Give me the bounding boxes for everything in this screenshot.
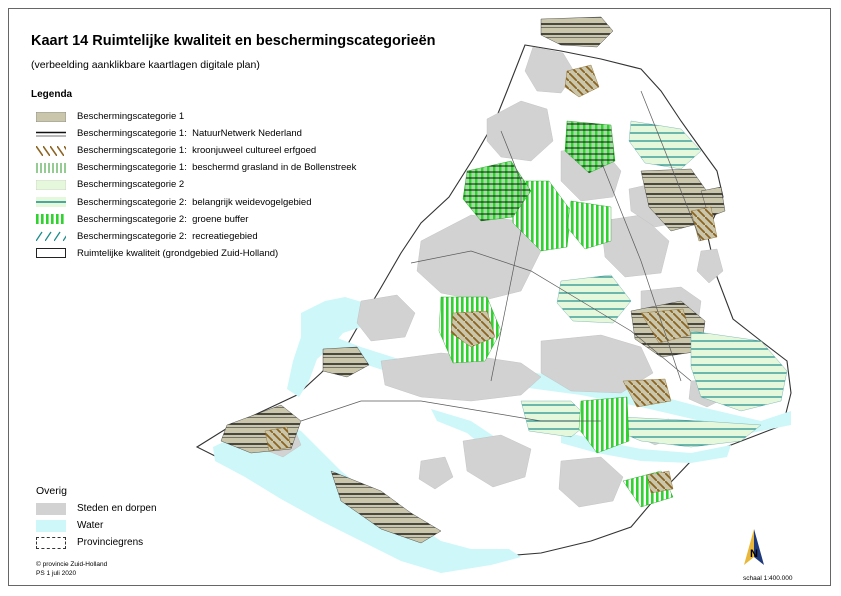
legend-item-recreatiegebied [36,228,356,245]
solid-khaki-swatch-icon [36,112,66,122]
north-arrow-letter: N [750,548,758,560]
teal-diagonal-dash-swatch-icon [36,231,66,241]
legend-heading: Legenda [31,89,73,100]
north-arrow-icon [743,527,765,572]
legend-item-ruimtelijke-kwaliteit [36,245,356,262]
legend-label: Steden en dorpen [77,503,157,514]
legend [36,108,356,262]
map-title: Kaart 14 Ruimtelijke kwaliteit en beschermingscategorieën [31,33,436,49]
legend-label: Ruimtelijke kwaliteit (grondgebied Zuid-Holland) [77,247,279,259]
provinciegrens-swatch-icon [36,537,66,549]
legend-item-natuurnetwerk [36,125,356,142]
water-swatch-icon [36,520,66,532]
legend-item-category1 [36,108,356,125]
legend-label: Beschermingscategorie 1: kroonjuweel cultureel erfgoed [77,145,317,157]
legend-item-grasland-bollenstreek [36,159,356,176]
legend-label: Water [77,520,104,531]
map-subtitle: (verbeelding aanklikbare kaartlagen digitale plan) [31,59,260,71]
green-vertical-thick-swatch-icon [36,214,66,224]
credit-date: PS 1 juli 2020 [36,570,77,577]
legend-item-provinciegrens [36,534,157,551]
legend-item-steden-en-dorpen [36,500,157,517]
legend-label: Provinciegrens [77,537,144,548]
scale-label: schaal 1:400.000 [743,575,793,582]
brown-diagonal-dash-swatch-icon [36,146,66,156]
legend-item-kroonjuweel [36,142,356,159]
legend-item-water [36,517,157,534]
legend-label: Beschermingscategorie 1: beschermd grasland in de Bollenstreek [77,162,357,174]
legend-label: Beschermingscategorie 2: groene buffer [77,213,249,225]
overig-heading: Overig [36,485,67,497]
legend-item-groene-buffer [36,211,356,228]
green-vertical-thin-swatch-icon [36,163,66,173]
solid-pale-green-swatch-icon [36,180,66,190]
legend-label: Beschermingscategorie 2 [77,179,185,191]
map-frame [8,8,831,586]
white-outline-swatch-icon [36,248,66,258]
legend-label: Beschermingscategorie 1: NatuurNetwerk Nederland [77,128,302,140]
legend-label: Beschermingscategorie 1 [77,111,185,123]
legend-item-weidevogelgebied [36,193,356,210]
overig-legend [36,500,157,551]
teal-horizontal-line-swatch-icon [36,197,66,207]
legend-item-category2 [36,176,356,193]
legend-label: Beschermingscategorie 2: belangrijk weidevogelgebied [77,196,312,208]
credit-copyright: © provincie Zuid-Holland [36,561,108,568]
black-double-line-swatch-icon [36,129,66,139]
legend-label: Beschermingscategorie 2: recreatiegebied [77,230,258,242]
steden-swatch-icon [36,503,66,515]
